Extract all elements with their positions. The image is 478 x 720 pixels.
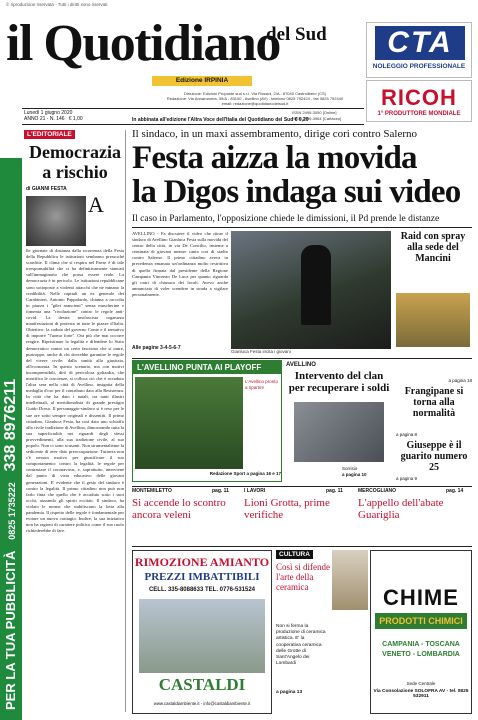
editorial-title[interactable]: Democrazia a rischio	[29, 142, 121, 182]
avellino-ref: a pagina 10	[342, 472, 367, 477]
editorial-dropcap: A	[88, 192, 104, 217]
main-body: AVELLINO - Fa discutere il video che ritrae il sindaco di Avellino Gianluca Festa sulla movida del centro della città, in via De Concilio, insieme a centinaia di giovani mentre canta cori di stadio contro Salerno. Il primo cittadino aveva in precedenza emanato un'ordinanza molto restrittiva di quella firmata dal presidente della Regione Campania Vincenzo De Luca per quanto riguarda gli orari di chiusura dei locali. Avevo anche annunciato di voler scendere in strada a vigilare personalmente.	[132, 231, 228, 297]
main-deck: Il caso in Parlamento, l'opposizione chiede le dimissioni, il Pd prende le distanze	[132, 214, 440, 224]
amianto-brand: CASTALDI	[158, 675, 246, 694]
amianto-phones: CELL. 335-8088633 TEL. 0776-531524	[148, 587, 256, 593]
main-headline-line2: la Digos indaga sui video	[132, 174, 461, 210]
teaser-montemiletto[interactable]	[132, 488, 238, 542]
teaser-lavori[interactable]	[244, 488, 352, 542]
cta-logo: CTA	[375, 26, 465, 60]
main-headline[interactable]	[132, 141, 472, 209]
main-caption: Gianluca Festa incita i giovani	[231, 349, 291, 354]
teaser-label: I LAVORI	[244, 488, 266, 494]
teaser-label: MERCOGLIANO	[358, 488, 397, 494]
email-info: email: redazione@quotidianodelsud.it	[221, 101, 289, 107]
editorial-label: L'EDITORIALE	[24, 130, 75, 139]
raid-box[interactable]	[394, 231, 472, 351]
cultura-ref: a pagina 13	[276, 690, 303, 695]
amianto-photo	[139, 599, 265, 673]
right-head1[interactable]: Frangipane si torna alla normalità	[404, 386, 464, 419]
promo-line: In abbinata all'edizione l'Altra Voce dell'Italia del Quotidiano del Sud € 0,20	[132, 117, 309, 123]
edition-badge: Edizione IRPINIA	[152, 76, 252, 86]
photo-figure	[301, 245, 331, 325]
chime-subtitle: PRODOTTI CHIMICI	[375, 613, 467, 629]
masthead-subtitle: del Sud	[266, 24, 327, 45]
teaser-headline: Lioni Grotta, prime verifiche	[244, 497, 330, 521]
avellino-photo	[294, 402, 384, 462]
ad-amianto[interactable]	[132, 550, 272, 714]
amianto-subtitle: PREZZI IMBATTIBILI	[144, 571, 260, 583]
avellino-label: AVELLINO	[286, 362, 316, 368]
right-column	[396, 378, 472, 484]
chime-title: CHIME	[383, 585, 459, 610]
sport-photo	[135, 377, 243, 469]
amianto-title: RIMOZIONE AMIANTO	[134, 555, 270, 569]
main-headline-line1: Festa aizza la movida	[132, 140, 417, 176]
chime-regions1: CAMPANIA - TOSCANA	[382, 641, 460, 648]
cultura-label: CULTURA	[276, 550, 313, 559]
redazione-info: Redazione: Via Annarumma, 39/A - 83100 - Avellino (AV) - telefono 0825 792424 - fax 0825 792440	[166, 96, 344, 102]
publisher-block	[150, 91, 360, 107]
banner-text	[2, 379, 20, 710]
price: € 1,00	[68, 116, 83, 122]
date-block	[24, 110, 83, 122]
ricoh-logo: RICOH	[381, 85, 457, 110]
right-ref3: a pagina 9	[396, 476, 418, 481]
sport-ref: Redazione Sport a pagina 16 e 17	[209, 471, 281, 476]
avellino-box[interactable]	[286, 362, 392, 482]
banner-line2: 0825 1735222	[7, 482, 17, 540]
chime-address: Via Consolazione SOLOFRA AV - tel. 0825 532911	[373, 689, 469, 699]
issn-print: ISSN 2499-3964 [Cartaceo]	[292, 115, 342, 121]
right-ref1: a pagina 18	[448, 378, 472, 383]
issn-online: ISSN 2499-3050 [Online]	[292, 110, 337, 115]
ad-ricoh[interactable]	[366, 80, 472, 122]
teaser-label: MONTEMILETTO	[132, 488, 172, 494]
right-ref2: a pagina 8	[396, 432, 418, 437]
avellino-headline: Intervento del clan per recuperare i soldi	[288, 370, 390, 394]
editorial-column	[24, 130, 126, 712]
cultura-box[interactable]	[276, 550, 330, 714]
top-note: © riproduzione riservata - Tutti i diritti sono riservati	[6, 2, 108, 7]
teaser-headline: L'appello dell'abate Guariglia	[358, 497, 444, 521]
raid-headline: Raid con spray alla sede del Mancini	[400, 231, 466, 264]
issue-date: Lunedì 1 giugno 2020	[24, 110, 73, 116]
main-ref[interactable]: Alle pagine 3-4-5-6-7	[132, 345, 181, 351]
chime-hq-label: Sede Centrale	[406, 681, 436, 686]
side-advertising-banner[interactable]	[0, 158, 22, 720]
sport-blurb: L'Avellino pronto a ripartire	[245, 379, 279, 390]
author-photo	[26, 196, 86, 246]
raid-photo	[396, 293, 470, 347]
cta-text: NOLEGGIO PROFESSIONALE	[372, 63, 466, 70]
amianto-web: www.castaldiambiente.it - info@castaldiambiente.it	[153, 701, 251, 706]
masthead-logo[interactable]: il Quotidiano	[6, 15, 280, 72]
banner-line1: PER LA TUA PUBBLICITÀ	[3, 550, 18, 710]
main-photo	[231, 231, 391, 349]
teaser-page: pag. 11	[326, 488, 343, 494]
chime-regions2: VENETO - LOMBARDIA	[382, 651, 460, 658]
teaser-page: pag. 11	[212, 488, 229, 494]
editorial-body: lle giornate di distanza dalla ricorrenza della Festa della Repubblica le istituzioni sembrano pressoché sconfitte. Il clima che si respira nel Paese è di tale irresponsabilità che ci ha definitivamente stancati sull'immaginario che possa essere reale. La democrazia è in pericolo. Le istituzioni repubblicane sono sottoposte a violenti attacchi che ne minano la credibilità. Nelle capitali un ex generale dei Carabinieri, Antonio Pappalardo, chiama a raccolta in piazza i "gilet arancioni" senza mascherine e fomenta una "rivoluzione" contro le regole anti-covid. La destra neofascista organizza manifestazioni di protesta in tutte le piazze d'Italia. Obiettivo: la caduta del governo Conte e il tentativo di imporre "l'uomo forte". Ora più che mai occorre reagire. Ripristinare la legalità e difendere lo Stato democratico contro un certo fascismo che si nutre, purtroppo, anche di chi dovrebbe garantire le regole del vivere civile: dalla sanità alla giustizia, all'economia. In questo scenario, ma con motivi incomprensibili, dirò di pericolosa goliardia, che mortifica le coscienze, si colloca ciò che è accaduto l'altra sera nella città di Avellino, insignita della medaglia d'oro per il contributo dato alla Resistenza. In città che ha dato i natali, tra tanti illustri intellettuali, al meridionalista di grande prestigio Guido Dorso. Il personaggio-sindaco si è reso per le sue ore sotto sempre originali e dissentiti. Il primo cittadino, Gianluca Festa, ha così dato uno schiaffo alla civile tradizione di Avellino, dimostrando tutta la sua superficialità nei riguardi degli stessi provvedimenti, alla sua tradizione civile, al suo popolo. Non ci sono scusanti. Non strumentalismo la sedicente di aver dato preoccupazione. Tuttavia non c'è nessun motivo per giustificare il suo comportamento: contro la legalità, le regole per contrastare il coronavirus, e, soprattutto, interviene dal punto di vista educativo delle giovani generazioni. E' evidente che il gesto del sindaco è contro la legalità. Il primo cittadino non può non farlo finta che quello che è accaduto sotto i suoi occhi, aizzando gli spiriti eccitati. Il sindaco, ha violato le norme che stabiliscono la lotta alla pandemia. Il rispetto delle regole è fondamentale per evitare un nuovo contagio. Inoltre, la sua iniziativa non ha ragioni di carattere politico come il suo ruolo richiederebbe di fare.	[26, 248, 124, 534]
cultura-photo	[332, 550, 368, 610]
avellino-author: Sorrisio	[342, 466, 358, 471]
main-kicker: Il sindaco, in un maxi assembramento, dirige cori contro Salerno	[132, 128, 418, 140]
cultura-body: Non si ferma la produzione di ceramica artistica. E' la cooperativa ceramica delle Grotte di Sant'Angelo dei Lombardi	[276, 624, 326, 667]
ad-chime[interactable]	[370, 550, 472, 714]
sport-box[interactable]	[132, 360, 282, 482]
publisher-info: Direzione: Edizioni Proposte sud s.r.l. Via Rossini, 2/A - 87040 Castrolibero (CS)	[184, 91, 326, 96]
issue-number: ANNO 21 - N. 146	[24, 116, 65, 122]
teaser-headline: Si accende lo scontro ancora veleni	[132, 497, 226, 521]
banner-line3: 338 8976211	[2, 378, 19, 472]
cultura-headline: Così si difende l'arte della ceramica	[276, 562, 330, 592]
ricoh-text: 1° PRODUTTORE MONDIALE	[377, 111, 461, 117]
sport-title: L'AVELLINO PUNTA AI PLAYOFF	[133, 361, 281, 374]
teaser-page: pag. 14	[446, 488, 464, 494]
right-head2[interactable]: Giuseppe è il guarito numero 25	[400, 440, 468, 473]
editorial-author: di GIANNI FESTA	[26, 186, 67, 192]
ad-cta[interactable]	[366, 22, 472, 78]
teaser-mercogliano[interactable]	[358, 488, 472, 542]
